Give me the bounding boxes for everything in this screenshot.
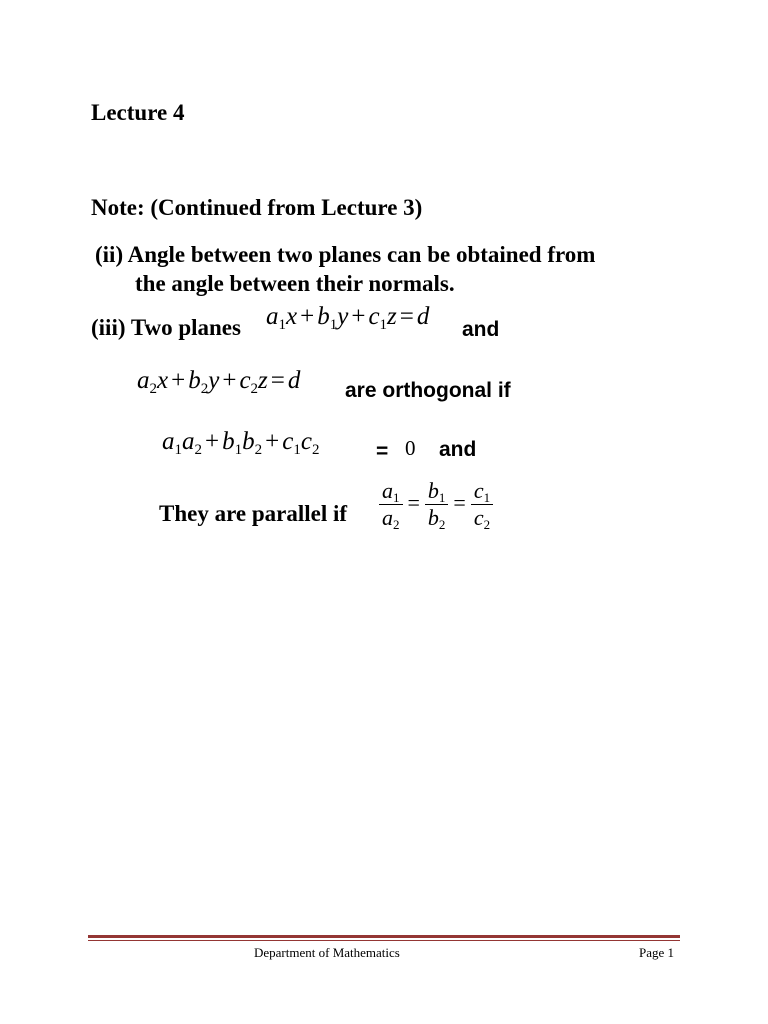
parallel-condition-text: They are parallel if (159, 501, 348, 526)
plane-2-equation: $a_2x + b_2y + c_2z = d$ (137, 367, 301, 397)
fraction-c: $\frac{c_1}{c_2}$ (471, 478, 493, 531)
equals-sign: = (376, 440, 389, 463)
footer-rule-thin (88, 940, 680, 941)
item-ii-line-2: the angle between their normals. (135, 271, 455, 296)
footer-department: Department of Mathematics (254, 945, 400, 960)
lecture-title: Lecture 4 (91, 100, 185, 125)
and-connector-1: and (462, 318, 500, 341)
plane-1-equation: $a_1x + b_1y + c_1z = d$ (266, 303, 430, 333)
footer-page-number: Page 1 (639, 945, 675, 960)
zero-value: 0 (405, 436, 416, 460)
item-ii-line-1: (ii) Angle between two planes can be obtained from (95, 242, 596, 267)
fraction-a: $\frac{a_1}{a_2}$ (379, 478, 403, 531)
and-connector-2: and (439, 438, 477, 461)
parallel-ratio-equation: $\frac{a_1}{a_2}$ = $\frac{b_1}{b_2}$ = $\frac{c_1}{c_2}$ (377, 478, 495, 531)
fraction-b: $\frac{b_1}{b_2}$ (425, 478, 449, 531)
note-heading: Note: (Continued from Lecture 3) (91, 195, 423, 220)
item-iii-label: (iii) Two planes (91, 315, 241, 340)
orthogonal-condition-text: are orthogonal if (345, 379, 511, 402)
orthogonality-equation: $a_1a_2 + b_1b_2 + c_1c_2$ (162, 428, 320, 458)
footer-rule-thick (88, 935, 680, 938)
